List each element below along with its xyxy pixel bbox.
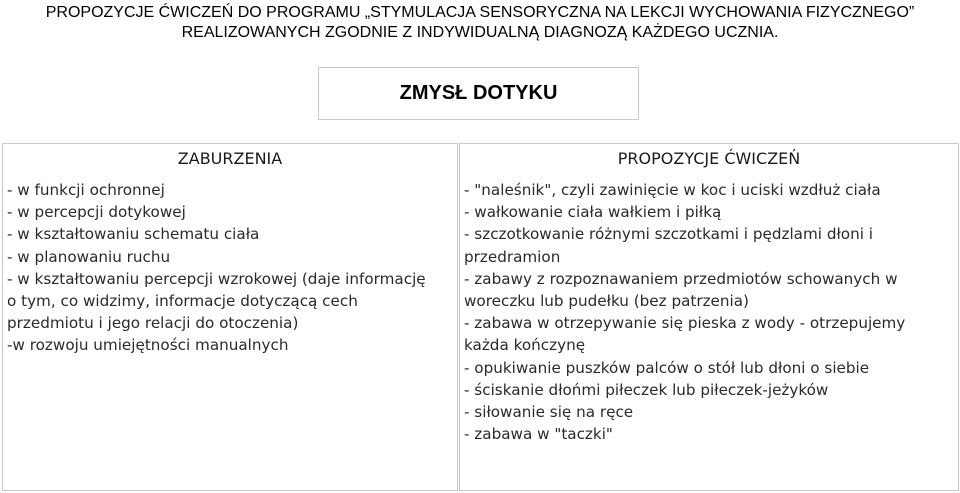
exercise-line: - szczotkowanie różnymi szczotkami i pędzlami dłoni i: [464, 225, 873, 244]
exercise-line: - ściskanie dłońmi piłeczek lub piłeczek-jeżyków: [464, 380, 829, 399]
exercise-line: - wałkowanie ciała wałkiem i piłką: [464, 203, 722, 222]
exercise-line: - zabawa w "taczki": [464, 425, 613, 444]
disorder-line: - w planowaniu ruchu: [7, 247, 171, 266]
exercises-column: [459, 143, 959, 491]
exercise-line: - siłowanie się na ręce: [464, 403, 634, 422]
exercise-line: woreczku lub pudełku (bez patrzenia): [464, 292, 749, 311]
exercise-line: - zabawa w otrzepywanie się pieska z wody - otrzepujemy: [464, 314, 906, 333]
disorder-line: - w kształtowaniu schematu ciała: [7, 225, 260, 244]
exercise-line: - "naleśnik", czyli zawinięcie w koc i uciski wzdłuż ciała: [464, 181, 881, 199]
header-line-2: REALIZOWANYCH ZGODNIE Z INDYWIDUALNĄ DIAGNOZĄ KAŻDEGO UCZNIA.: [181, 24, 779, 41]
disorder-line: - w percepcji dotykowej: [7, 203, 186, 222]
exercises-list: [460, 179, 958, 445]
exercise-line: - zabawy z rozpoznawaniem przedmiotów schowanych w: [464, 269, 898, 288]
disorder-line: o tym, co widzimy, informacje dotyczącą cech: [7, 292, 358, 311]
disorder-line: przedmiotu i jego relacji do otoczenia): [7, 314, 299, 333]
section-title: ZMYSŁ DOTYKU: [318, 67, 639, 120]
disorder-line: - w funkcji ochronnej: [7, 181, 165, 199]
header-line-1: PROPOZYCJE ĆWICZEŃ DO PROGRAMU „STYMULACJA SENSORYCZNA NA LEKCJI WYCHOWANIA FIZYCZNEGO”: [45, 4, 915, 21]
exercise-line: - opukiwanie puszków palców o stół lub dłoni o siebie: [464, 358, 870, 377]
document-header: [0, 3, 960, 43]
disorders-list: [3, 179, 457, 357]
exercise-line: każda kończynę: [464, 336, 586, 355]
exercises-heading: PROPOZYCJE ĆWICZEŃ: [617, 149, 801, 168]
disorders-column: [2, 143, 458, 491]
disorder-line: - w kształtowaniu percepcji wzrokowej (daje informację: [7, 269, 426, 288]
exercise-line: przedramion: [464, 247, 561, 266]
disorders-heading: ZABURZENIA: [177, 149, 283, 168]
disorder-line: -w rozwoju umiejętności manualnych: [7, 336, 289, 355]
